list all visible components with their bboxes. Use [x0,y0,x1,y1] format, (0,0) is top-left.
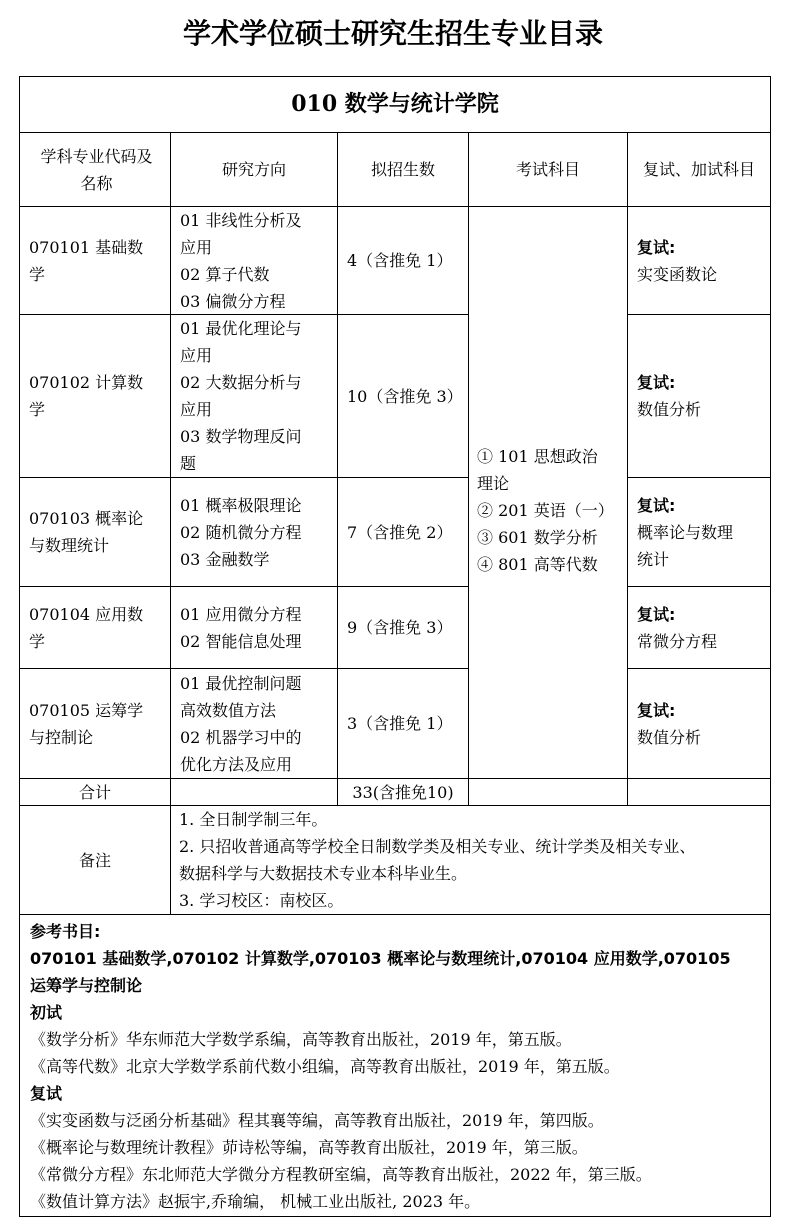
quota-070105: 3（含推免 1） [347,714,453,733]
notes-content: 1. 全日制学制三年。 2. 只招收普通高等学校全日制数学类及相关专业、统计学类及相关专业、 数据科学与大数据技术专业本科毕业生。 3. 学习校区：南校区。 [179,810,696,910]
directions-070101: 01 非线性分析及 应用 02 算子代数 03 偏微分方程 [180,210,302,311]
retest-book: 《常微分方程》东北师范大学微分方程教研室编，高等教育出版社，2022 年，第三版。 [30,1165,652,1184]
directions-070105: 01 最优控制问题 高效数值方法 02 机器学习中的 优化方法及应用 [180,673,302,774]
quota-070101: 4（含推免 1） [347,251,453,270]
major-070102: 070102 计算数 学 [29,373,144,419]
directions-070102: 01 最优化理论与 应用 02 大数据分析与 应用 03 数学物理反问 题 [180,319,302,473]
header-retest: 复试、加试科目 [642,160,755,179]
quota-070103: 7（含推免 2） [347,522,453,542]
retest-book: 《数值计算方法》赵振宇,乔瑜编， 机械工业出版社, 2023 年。 [30,1192,481,1211]
retest-book: 《实变函数与泛函分析基础》程其襄等编，高等教育出版社，2019 年，第四版。 [30,1111,604,1130]
department-title: 010 数学与统计学院 [291,91,499,117]
retest-070103: 复试: 概率论与数理 统计 [637,495,734,569]
retest-070102: 复试: 数值分析 [637,373,702,419]
retest-heading: 复试 [30,1084,63,1103]
prelim-heading: 初试 [30,1003,63,1022]
directions-070104: 01 应用微分方程 02 智能信息处理 [180,604,302,651]
exam-subjects: ① 101 思想政治 理论 ② 201 英语（一） ③ 601 数学分析 ④ 801 高等代数 [477,446,614,574]
major-070104: 070104 应用数 学 [29,604,144,651]
references-heading: 参考书目: [30,922,101,941]
total-value: 33(含推免10) [352,782,454,802]
retest-070101: 复试: 实变函数论 [637,237,718,284]
retest-070105: 复试: 数值分析 [637,700,702,747]
total-label: 合计 [78,782,111,802]
quota-070104: 9（含推免 3） [347,618,453,637]
header-direction: 研究方向 [221,160,286,179]
directions-070103: 01 概率极限理论 02 随机微分方程 03 金融数学 [180,495,302,569]
header-major: 学科专业代码及 名称 [40,146,153,193]
prelim-book: 《高等代数》北京大学数学系前代数小组编，高等教育出版社，2019 年，第五版。 [30,1057,620,1076]
header-quota: 拟招生数 [370,160,435,179]
quota-070102: 10（含推免 3） [347,386,463,406]
major-070101: 070101 基础数 学 [29,237,144,284]
major-070103: 070103 概率论 与数理统计 [29,509,144,555]
header-exam: 考试科目 [515,160,580,179]
retest-book: 《概率论与数理统计教程》茆诗松等编，高等教育出版社，2019 年，第三版。 [30,1138,588,1157]
references-majors: 070101 基础数学,070102 计算数学,070103 概率论与数理统计,070104 应用数学,070105 [30,949,731,968]
prelim-book: 《数学分析》华东师范大学数学系编，高等教育出版社，2019 年，第五版。 [30,1030,572,1049]
references: 参考书目: 070101 基础数学,070102 计算数学,070103 概率论与数理统计,070104 应用数学,070105 运筹学与控制论 初试 《数学分析》华东师范大学数学系编，高等教育出版社，2019 年，第五版。 《高等代数》北京大学数学系前代数小组编，高等教育出版社，2019 年，第五版。 复试 《实变函数与泛函分析基础》程其襄等编，高等教育出版社，2019 年，第四版。 《概率论与数理统计教程》茆诗松等编，高等教育出版社，2019 年，第三版。 《常微分方程》东北师范大学微分方程教研室编，高等教育出版社，2022 年，第三版。 《数值计算方法》赵振宇,乔瑜编， 机械工业出版社, 2023 年。 [30,918,780,1215]
notes-label: 备注 [78,850,111,870]
retest-070104: 复试: 常微分方程 [637,604,718,651]
major-070105: 070105 运筹学 与控制论 [29,700,144,747]
page-title: 学术学位硕士研究生招生专业目录 [182,17,603,50]
